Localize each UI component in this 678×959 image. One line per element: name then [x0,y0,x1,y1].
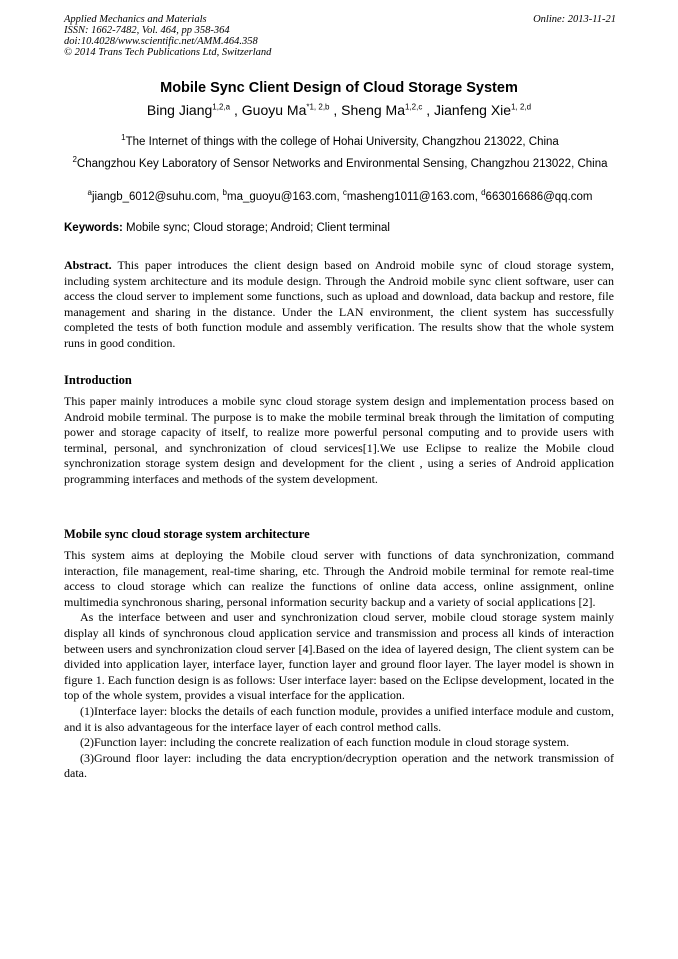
email-address: ma_guoyu@163.com, [226,190,343,203]
author-separator: , [329,102,342,118]
email-superscript: d [481,188,486,197]
section-heading-architecture: Mobile sync cloud storage system architecture [64,527,310,541]
affiliation-text: The Internet of things with the college of Hohai University, Changzhou 213022, China [125,135,559,148]
email-address: masheng1011@163.com, [346,190,482,203]
affiliation-1 [64,130,616,150]
copyright-line: © 2014 Trans Tech Publications Ltd, Switzerland [64,47,272,58]
journal-name: Applied Mechanics and Materials [64,14,207,25]
section-heading-introduction: Introduction [64,373,132,387]
email-address: jiangb_6012@suhu.com, [91,190,223,203]
author-superscript: 1,2,c [405,102,423,112]
author-name: Guoyu Ma [241,102,307,118]
paragraph: This paper mainly introduces a mobile sync cloud storage system design and implementation process based on Android mobile terminal. The purpose is to make the mobile terminal break through the limitation of computing power and storage capacity of itself, to realize more powerful personal computing and to provide users with terminal, personal, and synchronization of cloud services[1].We use Eclipse to realize the Mobile cloud synchronization storage system design and development for the client , using a series of Android application programming interfaces and methods of the system development. [64,394,614,486]
email-superscript: c [342,188,347,197]
author-name: Jianfeng Xie [434,102,512,118]
author-name: Bing Jiang [146,102,213,118]
abstract-label: Abstract. [64,258,112,272]
author-separator: , [230,102,242,118]
paragraph: This system aims at deploying the Mobile cloud server with functions of data synchronization, command interaction, file management, real-time sharing, etc. Through the Android mobile terminal for remote real-time access to cloud storage which can realize the functions of online data access, online assignment, online multimedia synchronous sharing, personal information security backup and a variety of social applications [2]. [64,548,614,609]
journal-header [64,14,616,58]
affiliation-superscript: 1 [121,133,126,142]
author-separator: , [422,102,435,118]
affiliation-text: Changzhou Key Laboratory of Sensor Networks and Environmental Sensing, Changzhou 213022, China [76,157,608,170]
email-superscript: a [87,188,92,197]
issn-line: ISSN: 1662-7482, Vol. 464, pp 358-364 [64,25,230,36]
author-list [0,102,678,118]
affiliation-superscript: 2 [72,155,77,164]
abstract [64,258,614,352]
paper-title: Mobile Sync Client Design of Cloud Storage System [160,80,518,96]
paragraph: (3)Ground floor layer: including the data encryption/decryption operation and the network transmission of data. [64,750,614,781]
email-list [64,188,616,203]
keywords-text: Mobile sync; Cloud storage; Android; Client terminal [122,222,390,234]
author-superscript: *1, 2,b [306,102,330,112]
introduction-body [64,394,614,488]
author-name: Sheng Ma [341,102,405,118]
architecture-body [64,548,614,782]
online-date: Online: 2013-11-21 [533,14,616,25]
keywords-line [64,222,616,234]
paragraph: As the interface between and user and synchronization cloud server, mobile cloud storage system mainly display all kinds of synchronous cloud application service and transmission and process all kinds of interaction between users and synchronization cloud server [4].Based on the idea of layered design, The client system can be divided into application layer, interface layer, function layer and ground floor layer. The layer model is shown in figure 1. Each function design is as follows: User interface layer: based on the Eclipse development, located in the top of the whole system, provides a visual interface for the application. [64,610,614,703]
affiliation-2 [64,152,616,172]
email-superscript: b [222,188,227,197]
doi-line: doi:10.4028/www.scientific.net/AMM.464.358 [64,36,258,47]
keywords-label: Keywords: [64,222,123,234]
abstract-text: This paper introduces the client design based on Android mobile sync of cloud storage system, including system architecture and its module design. Through the Android mobile sync client software, user can access the cloud server to implement some functions, such as upload and download, data backup and restore, file management and sharing in the distance. Under the LAN environment, the client system has successfully completed the tests of both function module and assembly verification. The results show that the whole system runs in good condition. [64,258,614,350]
paragraph: (1)Interface layer: blocks the details of each function module, provides a unified interface module and custom, and it is also advantageous for the interface layer of each control method calls. [64,703,614,734]
author-superscript: 1, 2,d [511,102,532,112]
author-superscript: 1,2,a [212,102,231,112]
paragraph: (2)Function layer: including the concrete realization of each function module in cloud storage system. [80,735,570,750]
email-address: 663016686@qq.com [485,190,593,203]
